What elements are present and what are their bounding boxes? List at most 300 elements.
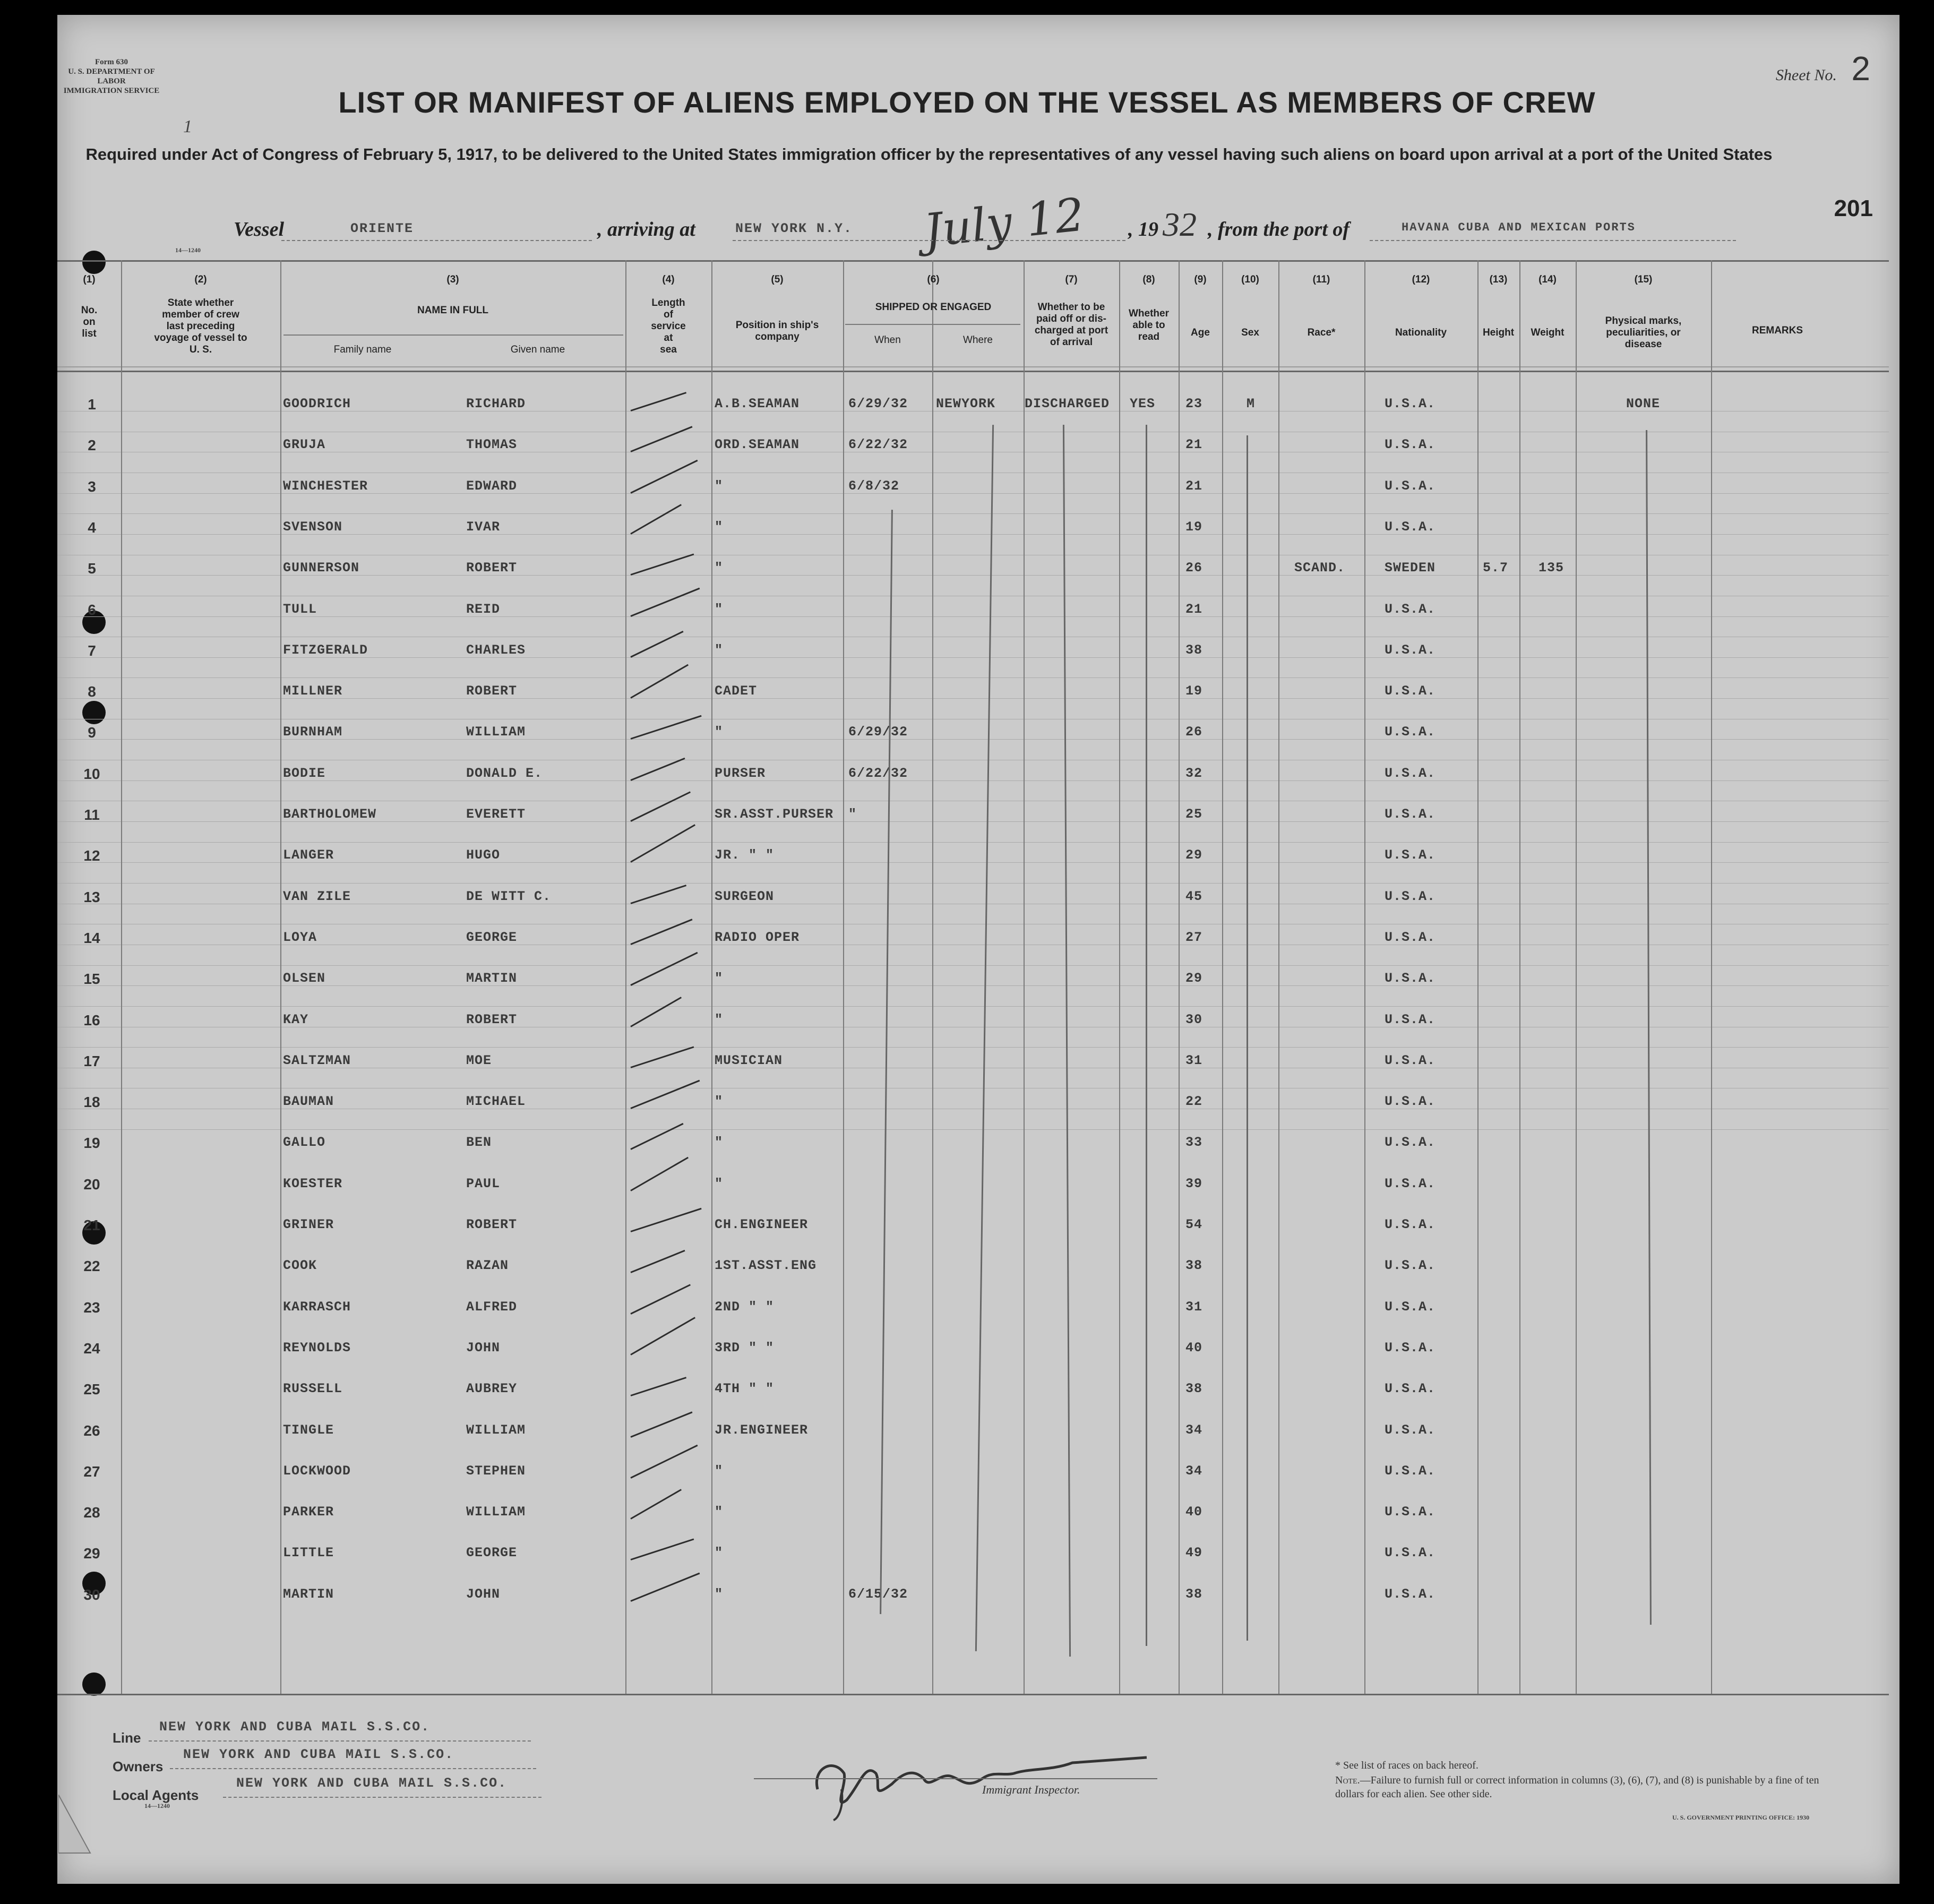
service-check-mark <box>630 997 682 1027</box>
discharged: DISCHARGED <box>1025 396 1110 411</box>
family-name: VAN ZILE <box>283 888 351 904</box>
col-2-number: (2) <box>194 274 207 285</box>
service-check-mark <box>631 1539 694 1560</box>
age: 38 <box>1185 1586 1203 1602</box>
given-name: REID <box>466 601 501 617</box>
sheet-number <box>1776 49 1870 88</box>
family-name: LOYA <box>283 929 317 945</box>
row-number: 9 <box>88 724 96 741</box>
age: 19 <box>1185 683 1203 699</box>
nationality: SWEDEN <box>1385 560 1436 576</box>
nationality: U.S.A. <box>1385 1545 1436 1561</box>
year-label: , 19 <box>1128 218 1158 241</box>
nationality: U.S.A. <box>1385 1299 1436 1315</box>
row-number: 5 <box>88 560 96 577</box>
nationality: U.S.A. <box>1385 724 1436 740</box>
position: SURGEON <box>715 888 775 904</box>
col-13-number: (13) <box>1489 274 1508 285</box>
position: CADET <box>715 683 758 699</box>
document-subtitle: Required under Act of Congress of February 5, 1917, to be delivered to the United States immigration officer by the representatives of any vessel having such aliens on board upon arrival at a port of the United States <box>85 145 1773 164</box>
age: 26 <box>1185 724 1203 740</box>
service-check-mark <box>630 1156 689 1191</box>
from-underline <box>1370 240 1736 241</box>
row-number: 22 <box>83 1258 100 1275</box>
col-remarks-header: REMARKS <box>1751 325 1803 336</box>
row-number: 3 <box>88 478 96 495</box>
service-check-mark <box>631 1208 702 1232</box>
col-4-header: Length of service at sea <box>651 297 686 355</box>
service-check-mark <box>630 459 698 493</box>
position: " <box>715 1135 724 1151</box>
position: " <box>715 1011 724 1027</box>
family-name: FITZGERALD <box>283 642 368 658</box>
document-title: LIST OR MANIFEST OF ALIENS EMPLOYED ON THE VESSEL AS MEMBERS OF CREW <box>338 85 1596 119</box>
ditto-line <box>1646 430 1652 1625</box>
age: 26 <box>1185 560 1203 576</box>
row-number: 16 <box>83 1011 100 1028</box>
given-name: IVAR <box>466 519 501 535</box>
age: 23 <box>1185 396 1203 411</box>
service-check-mark <box>630 952 698 986</box>
family-name: MARTIN <box>283 1586 334 1602</box>
arriving-port: NEW YORK N.Y. <box>735 221 853 236</box>
family-name: COOK <box>283 1258 317 1274</box>
given-name: STEPHEN <box>466 1463 526 1479</box>
penalty-note <box>1335 1773 1834 1801</box>
given-name: DONALD E. <box>466 765 543 781</box>
row-number: 11 <box>84 807 100 823</box>
row-number: 7 <box>88 642 96 659</box>
age: 21 <box>1185 437 1203 453</box>
col-8-number: (8) <box>1142 274 1155 285</box>
family-name: TULL <box>283 601 317 617</box>
row-number: 6 <box>88 601 96 618</box>
col-3a-header: Family name <box>333 344 392 355</box>
vessel-name: ORIENTE <box>350 221 414 236</box>
line-value: NEW YORK AND CUBA MAIL S.S.CO. <box>159 1719 431 1735</box>
nationality: U.S.A. <box>1385 929 1436 945</box>
nationality: U.S.A. <box>1385 1463 1436 1479</box>
given-name: EVERETT <box>466 807 526 822</box>
nationality: U.S.A. <box>1385 847 1436 863</box>
family-name: BAUMAN <box>283 1094 334 1110</box>
given-name: AUBREY <box>466 1381 518 1397</box>
family-name: MILLNER <box>283 683 343 699</box>
nationality: U.S.A. <box>1385 1258 1436 1274</box>
nationality: U.S.A. <box>1385 1340 1436 1356</box>
given-name: ROBERT <box>466 560 518 576</box>
position: A.B.SEAMAN <box>715 396 800 411</box>
row-number: 24 <box>83 1340 100 1357</box>
family-name: BARTHOLOMEW <box>283 807 377 822</box>
family-name: OLSEN <box>283 971 326 987</box>
service-check-mark <box>630 1317 695 1356</box>
footer-form-code: 14—1240 <box>144 1802 170 1809</box>
service-check-mark <box>631 885 687 904</box>
nationality: U.S.A. <box>1385 1094 1436 1110</box>
row-number: 25 <box>83 1381 100 1398</box>
row-number: 13 <box>83 888 100 905</box>
col-12-header: Nationality <box>1395 327 1447 338</box>
given-name: ROBERT <box>466 1011 518 1027</box>
crew-manifest-table <box>57 260 1889 1694</box>
family-name: KARRASCH <box>283 1299 351 1315</box>
nationality: U.S.A. <box>1385 807 1436 822</box>
age: 38 <box>1185 1258 1203 1274</box>
col-15-header: Physical marks, peculiarities, or disease <box>1605 315 1682 350</box>
vessel-underline <box>281 240 592 241</box>
col-8-header: Whether able to read <box>1129 308 1169 342</box>
age: 29 <box>1185 847 1203 863</box>
position: " <box>715 971 724 987</box>
position: " <box>715 1176 724 1191</box>
position: PURSER <box>715 765 766 781</box>
age: 49 <box>1185 1545 1203 1561</box>
printing-office: U. S. GOVERNMENT PRINTING OFFICE: 1930 <box>1672 1814 1810 1821</box>
nationality: U.S.A. <box>1385 1176 1436 1191</box>
position: 3RD " " <box>715 1340 775 1356</box>
row-number: 20 <box>83 1176 100 1193</box>
shipped-when: 6/29/32 <box>848 396 908 411</box>
position: JR. " " <box>715 847 775 863</box>
col-6a-header: When <box>874 335 901 346</box>
col-9-header: Age <box>1191 327 1210 338</box>
given-name: WILLIAM <box>466 724 526 740</box>
row-number: 17 <box>83 1052 100 1069</box>
service-check-mark <box>630 587 700 616</box>
family-name: BODIE <box>283 765 326 781</box>
nationality: U.S.A. <box>1385 683 1436 699</box>
row-number: 2 <box>88 437 96 454</box>
col-5-number: (5) <box>771 274 784 285</box>
row-number: 23 <box>83 1299 100 1316</box>
service-check-mark <box>630 1123 683 1150</box>
position: " <box>715 642 724 658</box>
service-check-mark <box>630 1250 685 1273</box>
arrival-date: July 12 <box>921 188 1087 258</box>
line-label: Line <box>113 1730 141 1746</box>
position: " <box>715 1504 724 1520</box>
family-name: PARKER <box>283 1504 334 1520</box>
nationality: U.S.A. <box>1385 519 1436 535</box>
position: SR.ASST.PURSER <box>715 807 834 822</box>
position: 4TH " " <box>715 1381 775 1397</box>
position: " <box>715 478 724 494</box>
family-name: SALTZMAN <box>283 1052 351 1068</box>
family-name: GRUJA <box>283 437 326 453</box>
shipped-when: 6/8/32 <box>848 478 900 494</box>
position: 1ST.ASST.ENG <box>715 1258 817 1274</box>
note-label: Note. <box>1335 1774 1360 1786</box>
nationality: U.S.A. <box>1385 1135 1436 1151</box>
ditto-line <box>1063 425 1071 1657</box>
service-check-mark <box>630 824 695 863</box>
from-port: HAVANA CUBA AND MEXICAN PORTS <box>1402 221 1636 234</box>
nationality: U.S.A. <box>1385 888 1436 904</box>
local-agents-label: Local Agents <box>113 1787 199 1803</box>
service-check-mark <box>630 504 682 535</box>
service-check-mark <box>630 1411 692 1438</box>
weight: 135 <box>1538 560 1565 576</box>
nationality: U.S.A. <box>1385 1422 1436 1438</box>
family-name: GOODRICH <box>283 396 351 411</box>
row-number: 15 <box>83 971 100 988</box>
col-1-number: (1) <box>83 274 96 285</box>
nationality: U.S.A. <box>1385 1217 1436 1232</box>
position: " <box>715 601 724 617</box>
arrival-year: 32 <box>1163 205 1197 243</box>
col-14-header: Weight <box>1531 327 1565 338</box>
row-number: 29 <box>83 1545 100 1562</box>
shipped-when: 6/22/32 <box>848 437 908 453</box>
col-3b-header: Given name <box>510 344 565 355</box>
ditto-line <box>975 425 994 1651</box>
nationality: U.S.A. <box>1385 1381 1436 1397</box>
col-14-number: (14) <box>1538 274 1557 285</box>
row-number: 4 <box>88 519 96 536</box>
row-number: 19 <box>83 1135 100 1152</box>
age: 54 <box>1185 1217 1203 1232</box>
row-number: 28 <box>83 1504 100 1521</box>
given-name: ALFRED <box>466 1299 518 1315</box>
owners-underline <box>170 1768 536 1769</box>
service-check-mark <box>631 554 694 576</box>
form-number: Form 630 U. S. DEPARTMENT OF LABOR IMMIGRATION SERVICE <box>63 58 160 95</box>
position: ORD.SEAMAN <box>715 437 800 453</box>
family-name: TINGLE <box>283 1422 334 1438</box>
service-check-mark <box>630 791 691 821</box>
given-name: MICHAEL <box>466 1094 526 1110</box>
agents-underline <box>223 1797 541 1798</box>
row-number: 26 <box>83 1422 100 1439</box>
given-name: GEORGE <box>466 929 518 945</box>
given-name: RICHARD <box>466 396 526 411</box>
shipped-when: 6/22/32 <box>848 765 908 781</box>
family-name: REYNOLDS <box>283 1340 351 1356</box>
nationality: U.S.A. <box>1385 396 1436 411</box>
row-number: 18 <box>83 1094 100 1111</box>
age: 19 <box>1185 519 1203 535</box>
service-check-mark <box>630 758 685 781</box>
shipped-when: 6/15/32 <box>848 1586 908 1602</box>
given-name: GEORGE <box>466 1545 518 1561</box>
col-5-header: Position in ship's company <box>735 320 819 342</box>
race: SCAND. <box>1294 560 1346 576</box>
family-name: LITTLE <box>283 1545 334 1561</box>
position: RADIO OPER <box>715 929 800 945</box>
sex: M <box>1247 396 1256 411</box>
age: 31 <box>1185 1052 1203 1068</box>
nationality: U.S.A. <box>1385 765 1436 781</box>
line-underline <box>149 1740 531 1742</box>
row-number: 10 <box>83 765 100 782</box>
col-9-number: (9) <box>1194 274 1207 285</box>
nationality: U.S.A. <box>1385 971 1436 987</box>
position: " <box>715 560 724 576</box>
col-1-header: No. on list <box>81 305 98 339</box>
family-name: BURNHAM <box>283 724 343 740</box>
given-name: ROBERT <box>466 683 518 699</box>
service-check-mark <box>630 426 692 453</box>
from-port-label: , from the port of <box>1208 218 1350 241</box>
vessel-label: Vessel <box>234 218 284 241</box>
age: 33 <box>1185 1135 1203 1151</box>
row-number: 1 <box>88 396 96 413</box>
nationality: U.S.A. <box>1385 1052 1436 1068</box>
given-name: CHARLES <box>466 642 526 658</box>
col-6-number: (6) <box>927 274 940 285</box>
arriving-label: , arriving at <box>597 218 695 241</box>
family-name: LANGER <box>283 847 334 863</box>
age: 34 <box>1185 1463 1203 1479</box>
note-text: —Failure to furnish full or correct information in columns (3), (6), (7), and (8) is punishable by a fine of ten dollars for each alien. See other side. <box>1335 1774 1819 1800</box>
given-name: ROBERT <box>466 1217 518 1232</box>
col-7-number: (7) <box>1065 274 1078 285</box>
age: 21 <box>1185 601 1203 617</box>
service-check-mark <box>630 919 692 945</box>
family-name: WINCHESTER <box>283 478 368 494</box>
family-name: LOCKWOOD <box>283 1463 351 1479</box>
age: 40 <box>1185 1504 1203 1520</box>
row-number: 27 <box>83 1463 100 1480</box>
col-10-header: Sex <box>1241 327 1259 338</box>
col-15-number: (15) <box>1634 274 1653 285</box>
service-check-mark <box>630 1080 700 1109</box>
position: " <box>715 1094 724 1110</box>
col-12-number: (12) <box>1412 274 1430 285</box>
nationality: U.S.A. <box>1385 437 1436 453</box>
age: 38 <box>1185 642 1203 658</box>
row-number: 8 <box>88 683 96 700</box>
row-number: 14 <box>83 929 100 946</box>
age: 34 <box>1185 1422 1203 1438</box>
page-curl <box>58 1795 101 1858</box>
position: " <box>715 1545 724 1561</box>
service-check-mark <box>630 631 683 658</box>
col-3-number: (3) <box>446 274 459 285</box>
physical-marks: NONE <box>1626 396 1661 411</box>
age: 38 <box>1185 1381 1203 1397</box>
service-check-mark <box>631 1377 687 1396</box>
col-13-header: Height <box>1482 327 1515 338</box>
family-name: GUNNERSON <box>283 560 360 576</box>
shipped-when: " <box>848 807 857 822</box>
position: JR.ENGINEER <box>715 1422 809 1438</box>
service-check-mark <box>630 664 689 699</box>
position: CH.ENGINEER <box>715 1217 809 1232</box>
col-6-header: SHIPPED OR ENGAGED <box>875 302 992 313</box>
age: 32 <box>1185 765 1203 781</box>
nationality: U.S.A. <box>1385 642 1436 658</box>
given-name: HUGO <box>466 847 501 863</box>
given-name: EDWARD <box>466 478 518 494</box>
family-name: RUSSELL <box>283 1381 343 1397</box>
inspector-label: Immigrant Inspector. <box>982 1783 1080 1796</box>
col-11-header: Race* <box>1307 327 1336 338</box>
ditto-line <box>1247 435 1248 1641</box>
owners-value: NEW YORK AND CUBA MAIL S.S.CO. <box>183 1747 454 1762</box>
col-10-number: (10) <box>1241 274 1259 285</box>
given-name: PAUL <box>466 1176 501 1191</box>
service-check-mark <box>630 1572 700 1601</box>
family-name: GALLO <box>283 1135 326 1151</box>
family-name: KAY <box>283 1011 309 1027</box>
able-to-read: YES <box>1130 396 1156 411</box>
position: " <box>715 1586 724 1602</box>
given-name: JOHN <box>466 1586 501 1602</box>
family-name: GRINER <box>283 1217 334 1232</box>
nationality: U.S.A. <box>1385 1504 1436 1520</box>
service-check-mark <box>630 1445 698 1479</box>
age: 29 <box>1185 971 1203 987</box>
age: 30 <box>1185 1011 1203 1027</box>
position: " <box>715 519 724 535</box>
given-name: DE WITT C. <box>466 888 552 904</box>
ditto-line <box>1146 425 1147 1646</box>
form-code: 14—1240 <box>175 246 201 254</box>
age: 39 <box>1185 1176 1203 1191</box>
service-check-mark <box>631 392 687 411</box>
arriving-underline <box>733 240 1125 241</box>
given-name: MARTIN <box>466 971 518 987</box>
service-check-mark <box>631 1046 694 1068</box>
family-name: SVENSON <box>283 519 343 535</box>
age: 21 <box>1185 478 1203 494</box>
shipped-where: NEWYORK <box>936 396 996 411</box>
service-check-mark <box>630 1284 691 1314</box>
stray-mark: 1 <box>183 117 192 136</box>
given-name: BEN <box>466 1135 492 1151</box>
row-number: 21 <box>83 1217 100 1233</box>
age: 25 <box>1185 807 1203 822</box>
nationality: U.S.A. <box>1385 478 1436 494</box>
given-name: WILLIAM <box>466 1422 526 1438</box>
sheet-number-value: 2 <box>1851 49 1870 88</box>
position: " <box>715 724 724 740</box>
page-number: 201 <box>1834 195 1873 221</box>
col-2-header: State whether member of crew last preceding voyage of vessel to U. S. <box>154 297 247 355</box>
row-number: 30 <box>83 1586 100 1603</box>
position: MUSICIAN <box>715 1052 783 1068</box>
height: 5.7 <box>1483 560 1509 576</box>
shipped-when: 6/29/32 <box>848 724 908 740</box>
local-agents-value: NEW YORK AND CUBA MAIL S.S.CO. <box>236 1776 508 1791</box>
position: 2ND " " <box>715 1299 775 1315</box>
position: " <box>715 1463 724 1479</box>
inspector-signature <box>754 1726 1210 1821</box>
ditto-line <box>880 510 893 1614</box>
owners-label: Owners <box>113 1759 164 1774</box>
given-name: RAZAN <box>466 1258 509 1274</box>
age: 27 <box>1185 929 1203 945</box>
age: 22 <box>1185 1094 1203 1110</box>
col-4-number: (4) <box>662 274 675 285</box>
col-6b-header: Where <box>963 335 993 346</box>
col-7-header: Whether to be paid off or dis- charged at port of arrival <box>1034 302 1108 348</box>
col-3-header: NAME IN FULL <box>417 305 489 316</box>
row-number: 12 <box>83 847 100 864</box>
given-name: THOMAS <box>466 437 518 453</box>
nationality: U.S.A. <box>1385 1011 1436 1027</box>
age: 45 <box>1185 888 1203 904</box>
nationality: U.S.A. <box>1385 601 1436 617</box>
col-11-number: (11) <box>1312 274 1330 285</box>
races-note: * See list of races on back hereof. <box>1335 1760 1479 1771</box>
sheet-label: Sheet No. <box>1775 66 1837 84</box>
service-check-mark <box>630 1489 682 1520</box>
given-name: JOHN <box>466 1340 501 1356</box>
given-name: WILLIAM <box>466 1504 526 1520</box>
